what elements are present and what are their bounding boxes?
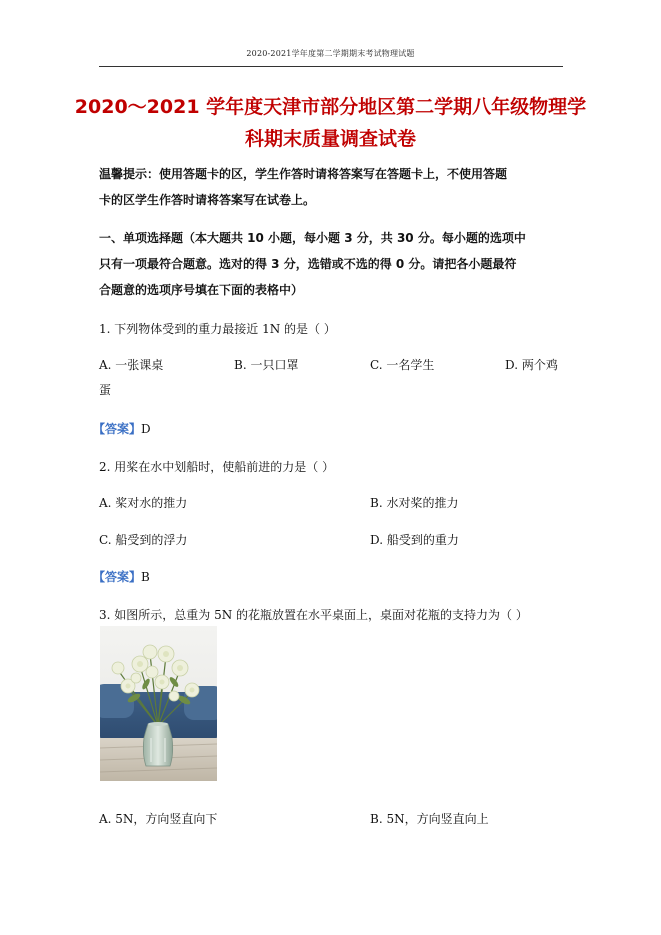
question-1-stem: 1. 下列物体受到的重力最接近 1N 的是（ ） [99,322,336,336]
q1-option-b: B. 一只口罩 [234,358,299,372]
flower-vase-photo [100,626,217,781]
notice-line-2: 卡的区学生作答时请将答案写在试卷上。 [99,193,316,207]
section-intro-line-3: 合题意的选项序号填在下面的表格中） [99,283,304,297]
exam-title-line-2: 科期末质量调查试卷 [244,128,416,150]
header-divider [99,66,563,67]
question-3-stem: 3. 如图所示，总重为 5N 的花瓶放置在水平桌面上，桌面对花瓶的支持力为（ ） [99,608,528,622]
q2-option-a: A. 桨对水的推力 [99,496,188,510]
q2-option-b: B. 水对桨的推力 [370,496,459,510]
q2-option-d: D. 船受到的重力 [370,533,459,547]
q2-option-c: C. 船受到的浮力 [99,533,188,547]
page-header: 2020-2021学年度第二学期期末考试物理试题 [246,49,415,58]
section-intro-line-1: 一、单项选择题（本大题共 10 小题，每小题 3 分，共 30 分。每小题的选项中 [99,231,526,245]
q1-answer-value: D [141,422,151,436]
q3-option-a: A. 5N，方向竖直向下 [99,812,218,826]
question-2-stem: 2. 用桨在水中划船时，使船前进的力是（ ） [99,460,335,474]
q1-option-c: C. 一名学生 [370,358,435,372]
q1-option-d: D. 两个鸡 [505,358,558,372]
notice-line-1: 温馨提示：使用答题卡的区，学生作答时请将答案写在答题卡上，不使用答题 [99,167,508,181]
q3-option-b: B. 5N，方向竖直向上 [370,812,489,826]
q1-option-a: A. 一张课桌 [99,358,164,372]
section-intro-line-2: 只有一项最符合题意。选对的得 3 分，选错或不选的得 0 分。请把各小题最符 [99,257,517,271]
q2-answer-value: B [141,570,150,584]
q1-answer-tag: 【答案】 [93,422,142,436]
q2-answer-tag: 【答案】 [93,570,142,584]
exam-title-line-1: 2020～2021 学年度天津市部分地区第二学期八年级物理学 [74,96,587,118]
q1-option-d-wrap: 蛋 [99,383,112,397]
